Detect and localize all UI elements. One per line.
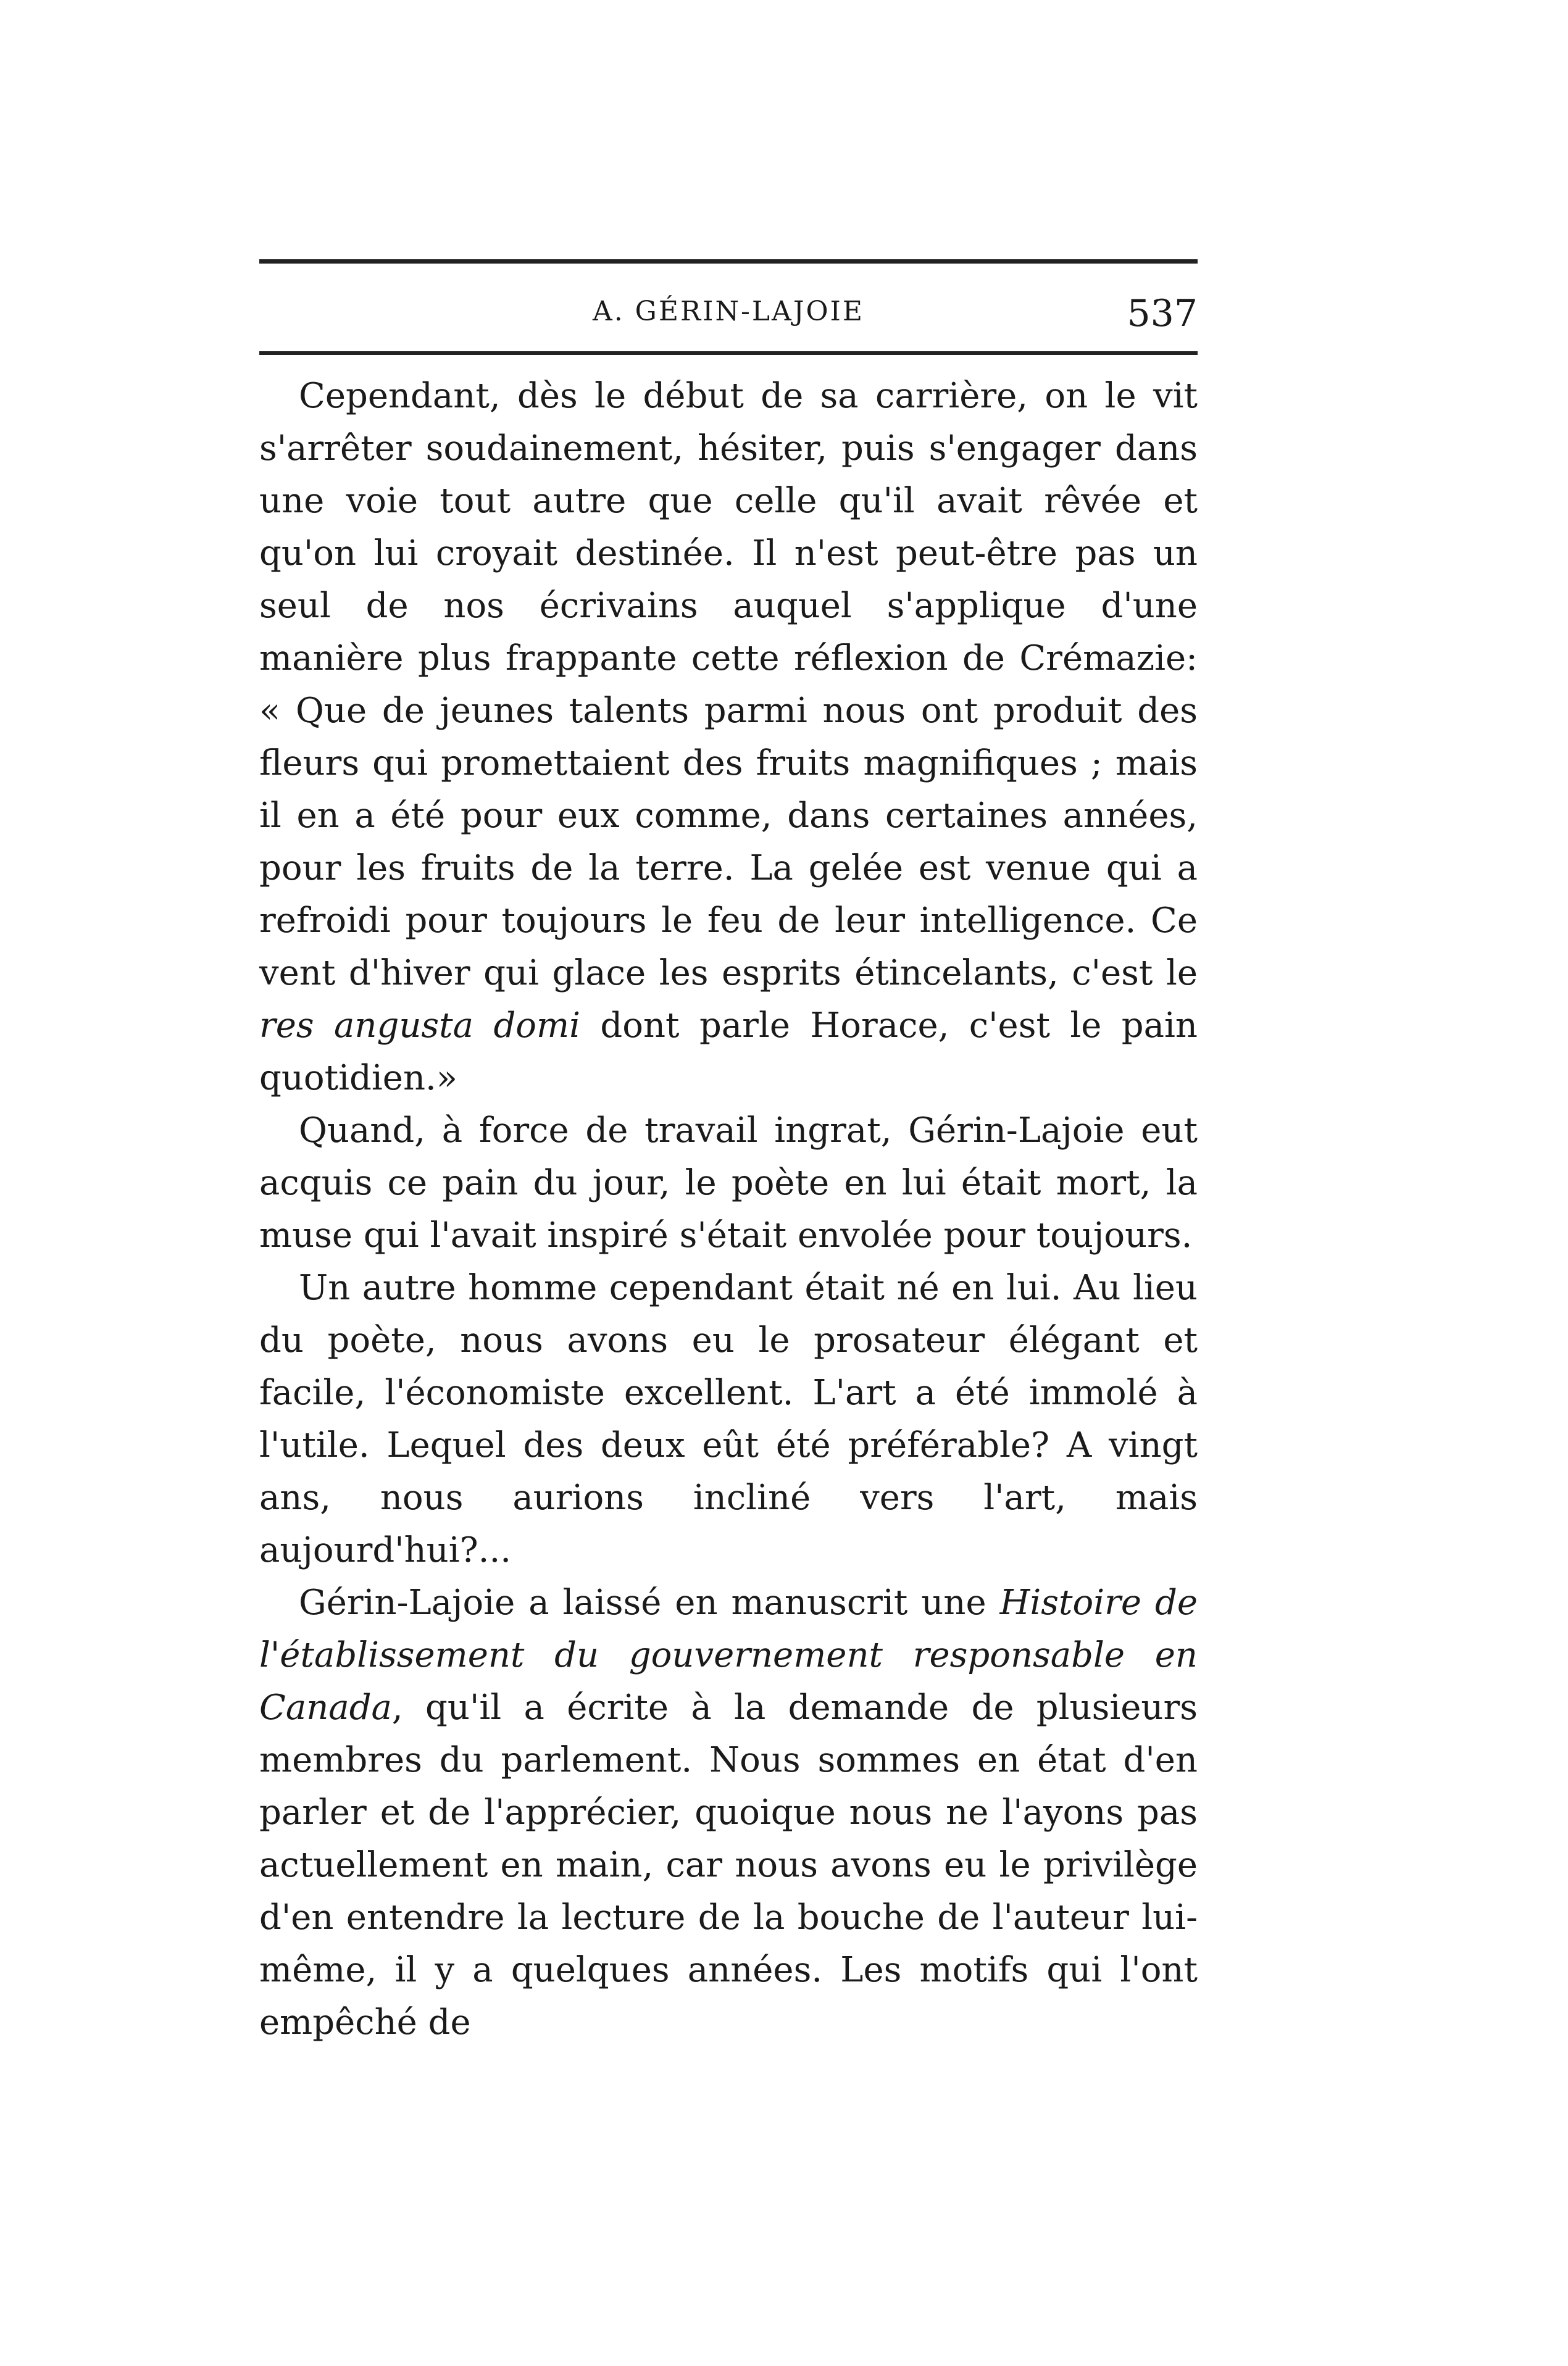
- book-page: [259, 259, 1198, 2049]
- paragraph-1-italic: res angusta domi: [259, 1006, 581, 1046]
- page-header: [259, 292, 1198, 345]
- header-rule-bottom: [259, 351, 1198, 355]
- paragraph-2: Quand, à force de travail ingrat, Gérin-Lajoie eut acquis ce pain du jour, le poète en lui était mort, la muse qui l'avait inspiré s'était envolée pour toujours.: [259, 1110, 1198, 1256]
- paragraph-1: [259, 370, 1198, 1104]
- paragraph-4-text-a: Gérin-Lajoie a laissé en manuscrit une: [299, 1583, 1000, 1623]
- running-head: A. GÉRIN-LAJOIE: [592, 296, 865, 327]
- paragraph-4-italic: Histoire de l'établissement du gouvernement responsable en Canada: [259, 1583, 1198, 1728]
- paragraph-1-text-b: dont parle Horace, c'est le pain quotidien.»: [259, 1006, 1198, 1098]
- paragraph-4: [259, 1577, 1198, 2049]
- body-text: [259, 370, 1198, 2049]
- header-rule-top: [259, 259, 1198, 264]
- paragraph-4-text-b: , qu'il a écrite à la demande de plusieurs membres du parlement. Nous sommes en état d'en parler et de l'apprécier, quoique nous ne l'ayons pas actuellement en main, car nous avons eu le privilège d'en entendre la lecture de la bouche de l'auteur lui-même, il y a quelques années. Les motifs qui l'ont empêché de: [259, 1688, 1198, 2043]
- paragraph-1-text-a: Cependant, dès le début de sa carrière, on le vit s'arrêter soudainement, hésiter, puis s'engager dans une voie tout autre que celle qu'il avait rêvée et qu'on lui croyait destinée. Il n'est peut-être pas un seul de nos écrivains auquel s'applique d'une manière plus frappante cette réflexion de Crémazie: « Que de jeunes talents parmi nous ont produit des fleurs qui promettaient des fruits magnifiques ; mais il en a été pour eux comme, dans certaines années, pour les fruits de la terre. La gelée est venue qui a refroidi pour toujours le feu de leur intelligence. Ce vent d'hiver qui glace les esprits étincelants, c'est le: [259, 376, 1198, 993]
- page-number: 537: [1127, 292, 1198, 335]
- paragraph-3: Un autre homme cependant était né en lui. Au lieu du poète, nous avons eu le prosateur élégant et facile, l'économiste excellent. L'art a été immolé à l'utile. Lequel des deux eût été préférable? A vingt ans, nous aurions incliné vers l'art, mais aujourd'hui?...: [259, 1268, 1198, 1570]
